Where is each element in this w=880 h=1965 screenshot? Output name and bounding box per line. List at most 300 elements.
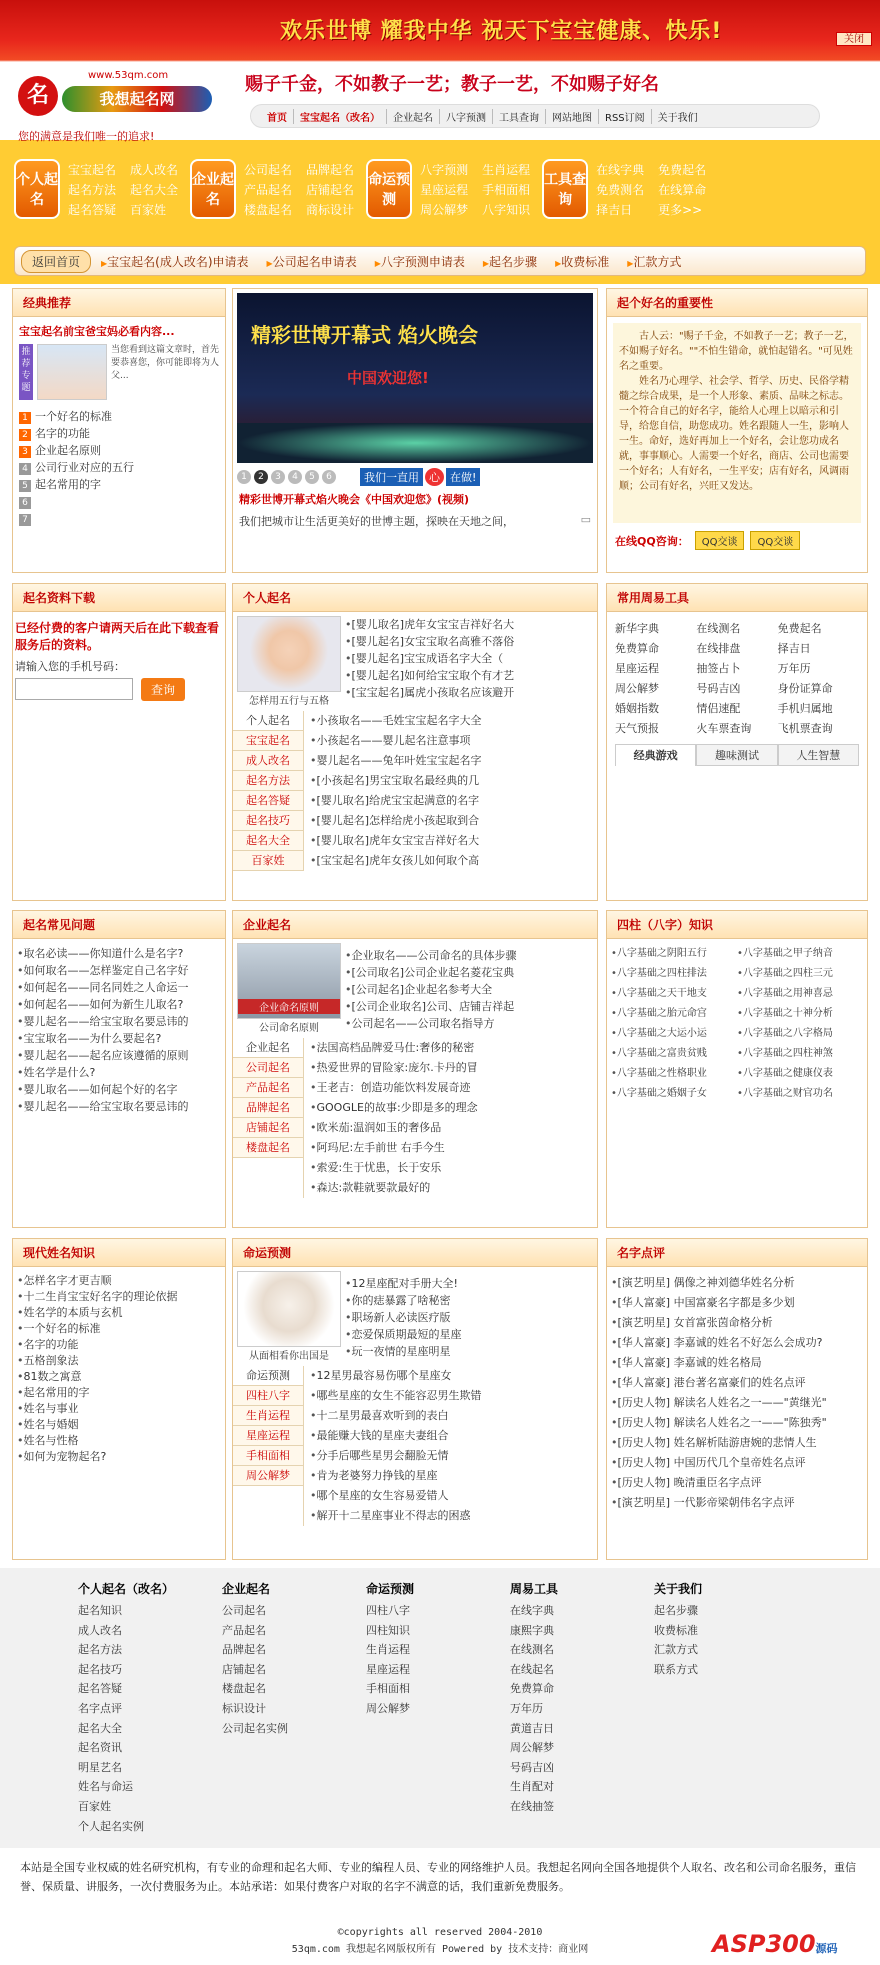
tab-wisdom[interactable]: 人生智慧 (778, 744, 859, 766)
heart-icon: 心 (425, 468, 444, 486)
list-item[interactable]: • 八字基础之胎元命宫 (611, 1005, 737, 1022)
footer-link[interactable]: 生肖运程 (366, 1643, 410, 1657)
company-box (232, 910, 598, 1228)
powered-line: 53qm.com 我想起名网版权所有 Powered by 技术支持：商业网 (291, 1944, 589, 1955)
tab[interactable]: 公司起名 (233, 1058, 303, 1078)
tool-link[interactable]: 抽签占卜 (696, 662, 741, 675)
footer-link[interactable]: 楼盘起名 (222, 1682, 266, 1696)
nav-link[interactable]: 店铺起名 (306, 182, 355, 197)
footer-link[interactable]: 公司起名 (222, 1604, 266, 1617)
list-item[interactable]: • [婴儿取名]虎年女宝宝吉祥好名大 (310, 831, 597, 851)
nav-link[interactable]: 免费测名 (596, 182, 645, 197)
logo-mark: 名 (18, 76, 58, 116)
nav-link[interactable]: 周公解梦 (420, 202, 469, 217)
footer-col-tools (510, 1580, 558, 1817)
list-item[interactable]: • 哪些星座的女生不能容忍男生欺错 (310, 1386, 597, 1406)
top-nav-item[interactable]: 关于我们 (657, 112, 698, 124)
tab[interactable]: 星座运程 (233, 1426, 303, 1446)
list-item[interactable]: • [历史人物] 晚清重臣名字点评 (611, 1473, 863, 1493)
tool-link[interactable]: 情侣速配 (696, 702, 741, 715)
list-item[interactable]: • 如何起名——同名同姓之人命运一 (17, 979, 221, 996)
list-item[interactable]: • 一个好名的标准 (17, 1321, 221, 1337)
list-item[interactable]: • 最能赚大钱的星座夫妻组合 (310, 1426, 597, 1446)
list-item[interactable]: 6 (19, 493, 219, 510)
footer-col-personal (78, 1580, 174, 1836)
footer-link[interactable]: 起名资讯 (78, 1741, 122, 1755)
slogan: 欢乐世博 耀我中华 祝天下宝宝健康、快乐! (280, 19, 723, 44)
list-item[interactable]: • 小孩起名——婴儿起名注意事项 (310, 731, 597, 751)
list-item[interactable]: • [婴儿起名]宝宝成语名字大全（ (345, 650, 593, 667)
tab[interactable]: 店铺起名 (233, 1118, 303, 1138)
tool-link[interactable]: 在线排盘 (696, 642, 741, 655)
list-item[interactable]: 4 公司行业对应的五行 (19, 459, 219, 476)
footer-heading: 个人起名（改名） (78, 1582, 175, 1596)
slideshow-image[interactable] (237, 293, 593, 463)
list-item[interactable]: • 企业取名——公司命名的具体步骤 (345, 947, 593, 964)
list-item[interactable]: • 索爱:生于忧患，长于安乐 (310, 1158, 597, 1178)
tab-games[interactable]: 经典游戏 (615, 744, 696, 766)
nav-link[interactable]: 八字预测 (420, 162, 469, 177)
fortune-box (232, 1238, 598, 1560)
nav-link[interactable]: 起名大全 (130, 182, 179, 197)
breadcrumb-item[interactable]: ▶ 宝宝起名(成人改名)申请表 (101, 253, 249, 270)
list-item[interactable]: • [华人富豪] 李嘉诚的姓名格局 (611, 1353, 863, 1373)
logo-url: www.53qm.com (88, 70, 169, 81)
list-item[interactable]: • [公司企业取名]公司、店铺吉祥起 (345, 998, 593, 1015)
tab-fortune[interactable]: 命运预测 (233, 1366, 303, 1386)
main-nav (14, 153, 866, 225)
tab[interactable]: 品牌起名 (233, 1098, 303, 1118)
logo-text: 我想起名网 (62, 86, 212, 112)
classic-box (12, 288, 226, 573)
slide-sub: 中国欢迎您! (347, 369, 429, 387)
photo-caption[interactable]: 公司命名原则 (259, 1023, 319, 1034)
tab[interactable]: 起名技巧 (233, 811, 303, 831)
nav-link[interactable]: 百家姓 (130, 202, 167, 217)
list-item[interactable]: • 八字基础之用神喜忌 (737, 985, 863, 1002)
importance-box (606, 288, 868, 573)
nav-group-fortune (366, 153, 538, 225)
nav-link[interactable]: 品牌起名 (306, 162, 355, 177)
nav-link[interactable]: 在线算命 (658, 182, 707, 197)
list-item[interactable]: • 八字基础之大运小运 (611, 1025, 737, 1042)
footer-link[interactable]: 免费算命 (510, 1682, 554, 1696)
qq-button[interactable]: QQ交谈 (695, 531, 745, 550)
list-item[interactable]: • 肯为老婆努力挣钱的星座 (310, 1466, 597, 1486)
tab[interactable]: 手相面相 (233, 1446, 303, 1466)
photo-caption[interactable]: 从面相看你出国是 (249, 1351, 329, 1362)
nav-link[interactable]: 手相面相 (482, 182, 531, 197)
nav-group-company (190, 153, 362, 225)
footer-heading: 企业起名 (222, 1582, 271, 1596)
classic-headline[interactable]: 宝宝起名前宝爸宝妈必看内容... (19, 325, 175, 338)
top-nav-item[interactable]: 八字预测 (440, 109, 493, 124)
nav-badge[interactable]: 工具查询 (542, 159, 588, 219)
list-item[interactable]: • 婴儿取名——如何起个好的名字 (17, 1081, 221, 1098)
face-photo[interactable] (237, 1271, 341, 1347)
list-item[interactable]: • 你的痣暴露了啥秘密 (345, 1292, 593, 1309)
box-title: 个人起名 (233, 584, 597, 612)
pager-dot[interactable]: 3 (271, 470, 285, 484)
tool-link[interactable]: 星座运程 (615, 662, 659, 675)
list-item[interactable]: • 恋爱保质期最短的星座 (345, 1326, 593, 1343)
list-item[interactable]: • [演艺明星] 一代影帝梁朝伟名字点评 (611, 1493, 863, 1513)
footer-link[interactable]: 名字点评 (78, 1701, 122, 1715)
list-item[interactable]: • 十二星男最喜欢听到的表白 (310, 1406, 597, 1426)
list-item[interactable]: • [华人富豪] 中国富豪名字都是多少划 (611, 1293, 863, 1313)
footer-link[interactable]: 汇款方式 (654, 1643, 698, 1657)
nav-link[interactable]: 宝宝起名 (68, 162, 117, 177)
box-title: 企业起名 (233, 911, 597, 939)
list-item[interactable]: • [华人富豪] 李嘉诚的姓名不好怎么会成功? (611, 1333, 863, 1353)
slide-summary: 我们把城市让生活更美好的世博主题，探映在天地之间， (239, 515, 514, 528)
list-item[interactable]: • 森达:款鞋就要款最好的 (310, 1178, 597, 1198)
list-item[interactable]: • 81数之寓意 (17, 1369, 221, 1385)
list-item[interactable]: • GOOGLE的故事:少即是多的理念 (310, 1098, 597, 1118)
tab[interactable]: 成人改名 (233, 751, 303, 771)
footer-link[interactable]: 康熙字典 (510, 1623, 554, 1637)
tool-link[interactable]: 免费起名 (777, 622, 822, 635)
top-banner (0, 0, 880, 62)
baby-photo[interactable] (237, 616, 341, 692)
slideshow-box (232, 288, 598, 573)
phone-input[interactable] (15, 678, 133, 700)
list-item[interactable]: • 婴儿起名——给宝宝取名要忌讳的 (17, 1098, 221, 1115)
faq-box (12, 910, 226, 1228)
nav-link[interactable]: 八字知识 (482, 202, 531, 217)
nav-badge[interactable]: 命运预测 (366, 159, 412, 219)
top-nav-item[interactable]: 首页 (261, 109, 294, 124)
home-button[interactable]: 返回首页 (21, 250, 91, 273)
search-button[interactable]: 查询 (141, 678, 185, 701)
list-item[interactable]: • 婴儿起名——起名应该遵循的原则 (17, 1047, 221, 1064)
tab[interactable]: 起名大全 (233, 831, 303, 851)
personal-box (232, 583, 598, 901)
breadcrumb-item[interactable]: ▶ 收费标准 (555, 253, 609, 270)
list-item[interactable]: • 八字基础之甲子纳音 (737, 945, 863, 962)
list-item[interactable]: • 八字基础之财官功名 (737, 1085, 863, 1102)
nav-link[interactable]: 免费起名 (658, 162, 707, 177)
screen-icon[interactable]: ▭ (580, 513, 591, 526)
tools-box (606, 583, 868, 901)
pager-dot[interactable]: 4 (288, 470, 302, 484)
list-item[interactable]: • 八字基础之天干地支 (611, 985, 737, 1002)
footer-link[interactable]: 起名知识 (78, 1604, 122, 1617)
box-title: 现代姓名知识 (13, 1239, 225, 1267)
footer-col-company (222, 1580, 288, 1738)
list-item[interactable]: • 起名常用的字 (17, 1385, 221, 1401)
list-item[interactable]: • 分手后哪些星男会翻脸无情 (310, 1446, 597, 1466)
footer-link[interactable]: 标识设计 (222, 1701, 266, 1715)
tool-link[interactable]: 免费算命 (615, 642, 659, 655)
footer-link[interactable]: 生肖配对 (510, 1780, 554, 1794)
list-item[interactable]: • [公司取名]公司企业起名菱花宝典 (345, 964, 593, 981)
importance-text: 古人云："赐子千金，不如教子一艺；教子一艺，不如赐子好名。""不怕生错命，就怕起错名。"可见姓名之重要。 (619, 331, 854, 372)
pager-dot[interactable]: 6 (322, 470, 336, 484)
footer-link[interactable]: 星座运程 (366, 1662, 410, 1676)
box-title: 起名资料下载 (13, 584, 225, 612)
top-nav-item[interactable]: RSS订阅 (599, 109, 652, 124)
list-item[interactable]: • 八字基础之阴阳五行 (611, 945, 737, 962)
list-item[interactable]: • 如何起名——如何为新生儿取名? (17, 996, 221, 1013)
list-item[interactable]: • [演艺明星] 偶像之神刘德华姓名分析 (611, 1273, 863, 1293)
footer-link[interactable]: 收费标准 (654, 1623, 698, 1637)
footer-link[interactable]: 周公解梦 (366, 1701, 410, 1715)
list-item[interactable]: • 八字基础之四柱排法 (611, 965, 737, 982)
list-item[interactable]: • 姓名与事业 (17, 1401, 221, 1417)
list-item[interactable]: • 八字基础之富贵贫贱 (611, 1045, 737, 1062)
tool-link[interactable]: 新华字典 (615, 622, 659, 635)
list-item[interactable]: • [宝宝起名]虎年女孩儿如何取个高 (310, 851, 597, 871)
list-item[interactable]: • 如何取名——怎样鉴定自己名字好 (17, 962, 221, 979)
footer-link[interactable]: 个人起名实例 (78, 1819, 144, 1833)
tool-link[interactable]: 身份证算命 (777, 682, 833, 695)
nav-link[interactable]: 生肖运程 (482, 162, 531, 177)
nav-link[interactable]: 商标设计 (306, 202, 355, 217)
box-title: 经典推荐 (13, 289, 225, 317)
list-item[interactable]: 2 名字的功能 (19, 425, 219, 442)
breadcrumb-item[interactable]: ▶ 公司起名申请表 (267, 253, 357, 270)
copyright-line: ©copyrights all reserved 2004-2010 (337, 1927, 543, 1938)
review-box (606, 1238, 868, 1560)
tab[interactable]: 起名答疑 (233, 791, 303, 811)
materials-notice: 已经付费的客户请两天后在此下载查看服务后的资料。 (15, 621, 220, 652)
list-item[interactable]: • [历史人物] 解读名人姓名之一——"黄继光" (611, 1393, 863, 1413)
list-item[interactable]: • 婴儿起名——兔年叶姓宝宝起名字 (310, 751, 597, 771)
qq-label: 在线QQ咨询： (615, 534, 689, 548)
footer-link[interactable]: 四柱八字 (366, 1604, 410, 1617)
footer-link[interactable]: 万年历 (510, 1701, 543, 1715)
tool-link[interactable]: 周公解梦 (615, 682, 659, 695)
list-item[interactable]: • 12星男最容易伤哪个星座女 (310, 1366, 597, 1386)
tab[interactable]: 宝宝起名 (233, 731, 303, 751)
footer-link[interactable]: 明星艺名 (78, 1760, 122, 1774)
footer-link[interactable]: 周公解梦 (510, 1741, 554, 1755)
list-item[interactable]: • 阿玛尼:左手前世 右手今生 (310, 1138, 597, 1158)
list-item[interactable]: • [婴儿起名]怎样给虎小孩起取到合 (310, 811, 597, 831)
nav-link[interactable]: 楼盘起名 (244, 202, 293, 217)
footer-link[interactable]: 四柱知识 (366, 1623, 410, 1637)
pager-dot[interactable]: 2 (254, 470, 268, 484)
classic-desc: 当您看到这篇文章时，首先要恭喜您，你可能即将为人父... (111, 345, 220, 381)
footer-link[interactable]: 起名步骤 (654, 1604, 698, 1617)
tab-company[interactable]: 企业起名 (233, 1038, 303, 1058)
list-item[interactable]: • 姓名学的本质与玄机 (17, 1305, 221, 1321)
footer-link[interactable]: 号码吉凶 (510, 1760, 554, 1774)
list-item[interactable]: • 姓名与性格 (17, 1433, 221, 1449)
tab[interactable]: 楼盘起名 (233, 1138, 303, 1158)
list-item[interactable]: • 王老吉：创造功能饮料发展奇迹 (310, 1078, 597, 1098)
list-item[interactable]: • [婴儿取名]给虎宝宝起满意的名字 (310, 791, 597, 811)
footer-link[interactable]: 起名答疑 (78, 1682, 122, 1696)
footer-link[interactable]: 产品起名 (222, 1623, 266, 1637)
list-item[interactable]: 5 起名常用的字 (19, 476, 219, 493)
footer-links (0, 1568, 880, 1848)
breadcrumb-item[interactable]: ▶ 八字预测申请表 (375, 253, 465, 270)
list-item[interactable]: • 姓名学是什么? (17, 1064, 221, 1081)
list-item[interactable]: • 职场新人必读医疗版 (345, 1309, 593, 1326)
footer-link[interactable]: 起名技巧 (78, 1662, 122, 1676)
tab-personal[interactable]: 个人起名 (233, 711, 303, 731)
list-item[interactable]: • [历史人物] 中国历代几个皇帝姓名点评 (611, 1453, 863, 1473)
list-item[interactable]: • 热爱世界的冒险家:庞尔.卡丹的冒 (310, 1058, 597, 1078)
box-title: 起个好名的重要性 (607, 289, 867, 317)
tab[interactable]: 起名方法 (233, 771, 303, 791)
list-item[interactable]: • [宝宝起名]属虎小孩取名应该避开 (345, 684, 593, 701)
footer-heading: 周易工具 (510, 1582, 559, 1596)
footer-link[interactable]: 在线测名 (510, 1643, 554, 1657)
classic-photo[interactable] (37, 344, 107, 400)
slide-link[interactable]: 在做! (446, 468, 480, 486)
list-item[interactable]: • [演艺明星] 女首富张茵命格分析 (611, 1313, 863, 1333)
nav-group-personal (14, 153, 186, 225)
footer-link[interactable]: 在线字典 (510, 1604, 554, 1617)
bazi-box (606, 910, 868, 1228)
list-item[interactable]: • 法国高档品牌爱马仕:奢侈的秘密 (310, 1038, 597, 1058)
tagline: 您的满意是我们唯一的追求! (18, 130, 155, 143)
list-item[interactable]: • 名字的功能 (17, 1337, 221, 1353)
footer-link[interactable]: 黄道吉日 (510, 1721, 554, 1735)
tab[interactable]: 生肖运程 (233, 1406, 303, 1426)
tool-link[interactable]: 择吉日 (777, 642, 811, 655)
nav-link[interactable]: 起名方法 (68, 182, 117, 197)
list-item[interactable]: 3 企业起名原则 (19, 442, 219, 459)
tool-link[interactable]: 号码吉凶 (696, 682, 741, 695)
list-item[interactable]: • 12星座配对手册大全! (345, 1275, 593, 1292)
list-item[interactable]: • [历史人物] 解读名人姓名之一——"陈独秀" (611, 1413, 863, 1433)
tab[interactable]: 四柱八字 (233, 1386, 303, 1406)
footer-link[interactable]: 成人改名 (78, 1623, 122, 1637)
header (0, 0, 880, 284)
nav-link[interactable]: 在线字典 (596, 162, 645, 177)
footer-link[interactable]: 公司起名实例 (222, 1721, 288, 1735)
nav-link[interactable]: 星座运程 (420, 182, 469, 197)
box-title: 四柱（八字）知识 (607, 911, 867, 939)
footer-link[interactable]: 起名大全 (78, 1721, 122, 1735)
list-item[interactable]: • 八字基础之四柱神煞 (737, 1045, 863, 1062)
list-item[interactable]: • 姓名与婚姻 (17, 1417, 221, 1433)
box-title: 起名常见问题 (13, 911, 225, 939)
nav-link[interactable]: 公司起名 (244, 162, 293, 177)
footer-link[interactable]: 在线起名 (510, 1662, 554, 1676)
top-nav-item[interactable]: 工具查询 (493, 109, 546, 124)
list-item[interactable]: 7 (19, 510, 219, 527)
tab-tests[interactable]: 趣味测试 (696, 744, 777, 766)
list-item[interactable]: • 小孩取名——毛姓宝宝起名字大全 (310, 711, 597, 731)
materials-prompt: 请输入您的手机号码： (15, 660, 125, 673)
list-item[interactable]: • 八字基础之健康仪表 (737, 1065, 863, 1082)
footer-link[interactable]: 联系方式 (654, 1662, 698, 1676)
tool-link[interactable]: 火车票查询 (696, 722, 752, 735)
nav-link[interactable]: 成人改名 (130, 162, 179, 177)
list-item[interactable]: • [婴儿取名]虎年女宝宝吉祥好名大 (345, 616, 593, 633)
list-item[interactable]: • 解开十二星座事业不得志的困惑 (310, 1506, 597, 1526)
footer-link[interactable]: 手相面相 (366, 1682, 410, 1696)
footer-col-about (654, 1580, 702, 1679)
tool-link[interactable]: 天气预报 (615, 722, 659, 735)
list-item[interactable]: • [华人富豪] 港台著名富豪们的姓名点评 (611, 1373, 863, 1393)
list-item[interactable]: • 婴儿起名——给宝宝取名要忌讳的 (17, 1013, 221, 1030)
pager-dot[interactable]: 5 (305, 470, 319, 484)
list-item[interactable]: • 宝宝取名——为什么要起名? (17, 1030, 221, 1047)
list-item[interactable]: • 八字基础之性格职业 (611, 1065, 737, 1082)
breadcrumb (14, 246, 866, 276)
footer-link[interactable]: 姓名与命运 (78, 1780, 133, 1794)
top-nav-item[interactable]: 宝宝起名（改名） (294, 109, 387, 124)
list-item[interactable]: • 八字基础之婚姻子女 (611, 1085, 737, 1102)
footer-link[interactable]: 百家姓 (78, 1799, 111, 1813)
slide-link[interactable]: 我们一直用 (360, 468, 423, 486)
list-item[interactable]: • 八字基础之十神分析 (737, 1005, 863, 1022)
footer-link[interactable]: 品牌起名 (222, 1643, 266, 1657)
list-item[interactable]: • [历史人物] 姓名解析陆游唐婉的悲情人生 (611, 1433, 863, 1453)
footer-link[interactable]: 在线抽签 (510, 1799, 554, 1813)
list-item[interactable]: • [婴儿起名]女宝宝取名高雅不落俗 (345, 633, 593, 650)
footer-heading: 命运预测 (366, 1582, 415, 1596)
company-photo[interactable]: 企业命名原则 (237, 943, 341, 1019)
breadcrumb-item[interactable]: ▶ 汇款方式 (627, 253, 681, 270)
list-item[interactable]: • 八字基础之八字格局 (737, 1025, 863, 1042)
tool-link[interactable]: 婚姻指数 (615, 702, 659, 715)
nav-link[interactable]: 更多>> (658, 202, 703, 217)
tool-link[interactable]: 万年历 (777, 662, 811, 675)
qq-button[interactable]: QQ交谈 (750, 531, 800, 550)
nav-badge[interactable]: 企业起名 (190, 159, 236, 219)
breadcrumb-item[interactable]: ▶ 起名步骤 (483, 253, 537, 270)
site-logo[interactable] (18, 66, 188, 126)
photo-caption[interactable]: 怎样用五行与五格 (249, 696, 329, 707)
header-banner: 赐子千金，不如教子一艺；教子一艺，不如赐子好名 (245, 74, 659, 95)
nav-badge[interactable]: 个人起名 (14, 159, 60, 219)
list-item[interactable]: • 哪个星座的女生容易爱错人 (310, 1486, 597, 1506)
nav-link[interactable]: 产品起名 (244, 182, 293, 197)
list-item[interactable]: • [公司起名]企业起名参考大全 (345, 981, 593, 998)
tool-link[interactable]: 飞机票查询 (777, 722, 833, 735)
top-nav (250, 104, 820, 128)
list-item[interactable]: 1 一个好名的标准 (19, 408, 219, 425)
nav-link[interactable]: 起名答疑 (68, 202, 117, 217)
list-item[interactable]: • [婴儿起名]如何给宝宝取个有才艺 (345, 667, 593, 684)
tab[interactable]: 产品起名 (233, 1078, 303, 1098)
slide-caption[interactable]: 精彩世博开幕式焰火晚会《中国欢迎您》(视频) (239, 493, 470, 506)
list-item[interactable]: • 公司起名——公司取名指导方 (345, 1015, 593, 1032)
tab[interactable]: 周公解梦 (233, 1466, 303, 1486)
top-nav-item[interactable]: 网站地图 (546, 109, 599, 124)
top-nav-item[interactable]: 企业起名 (387, 109, 440, 124)
list-item[interactable]: • 八字基础之四柱三元 (737, 965, 863, 982)
footer-link[interactable]: 起名方法 (78, 1643, 122, 1657)
list-item[interactable]: • [小孩起名]男宝宝取名最经典的几 (310, 771, 597, 791)
list-item[interactable]: • 五格剖象法 (17, 1353, 221, 1369)
nav-link[interactable]: 择吉日 (596, 202, 633, 217)
nav-group-tools (542, 153, 714, 225)
box-title: 名字点评 (607, 1239, 867, 1267)
close-button[interactable]: 关闭 (836, 32, 872, 46)
tab[interactable]: 百家姓 (233, 851, 303, 871)
pager-dot[interactable]: 1 (237, 470, 251, 484)
list-item[interactable]: • 欧米茄:温润如玉的奢侈品 (310, 1118, 597, 1138)
list-item[interactable]: • 取名必读——你知道什么是名字? (17, 945, 221, 962)
tool-link[interactable]: 手机归属地 (777, 702, 833, 715)
list-item[interactable]: • 如何为宠物起名? (17, 1449, 221, 1465)
materials-box (12, 583, 226, 901)
list-item[interactable]: • 玩一夜情的星座明星 (345, 1343, 593, 1360)
footer-link[interactable]: 店铺起名 (222, 1662, 266, 1676)
list-item[interactable]: • 怎样名字才更吉顺 (17, 1273, 221, 1289)
tool-link[interactable]: 在线测名 (696, 622, 741, 635)
list-item[interactable]: • 十二生肖宝宝好名字的理论依据 (17, 1289, 221, 1305)
modern-box (12, 1238, 226, 1560)
